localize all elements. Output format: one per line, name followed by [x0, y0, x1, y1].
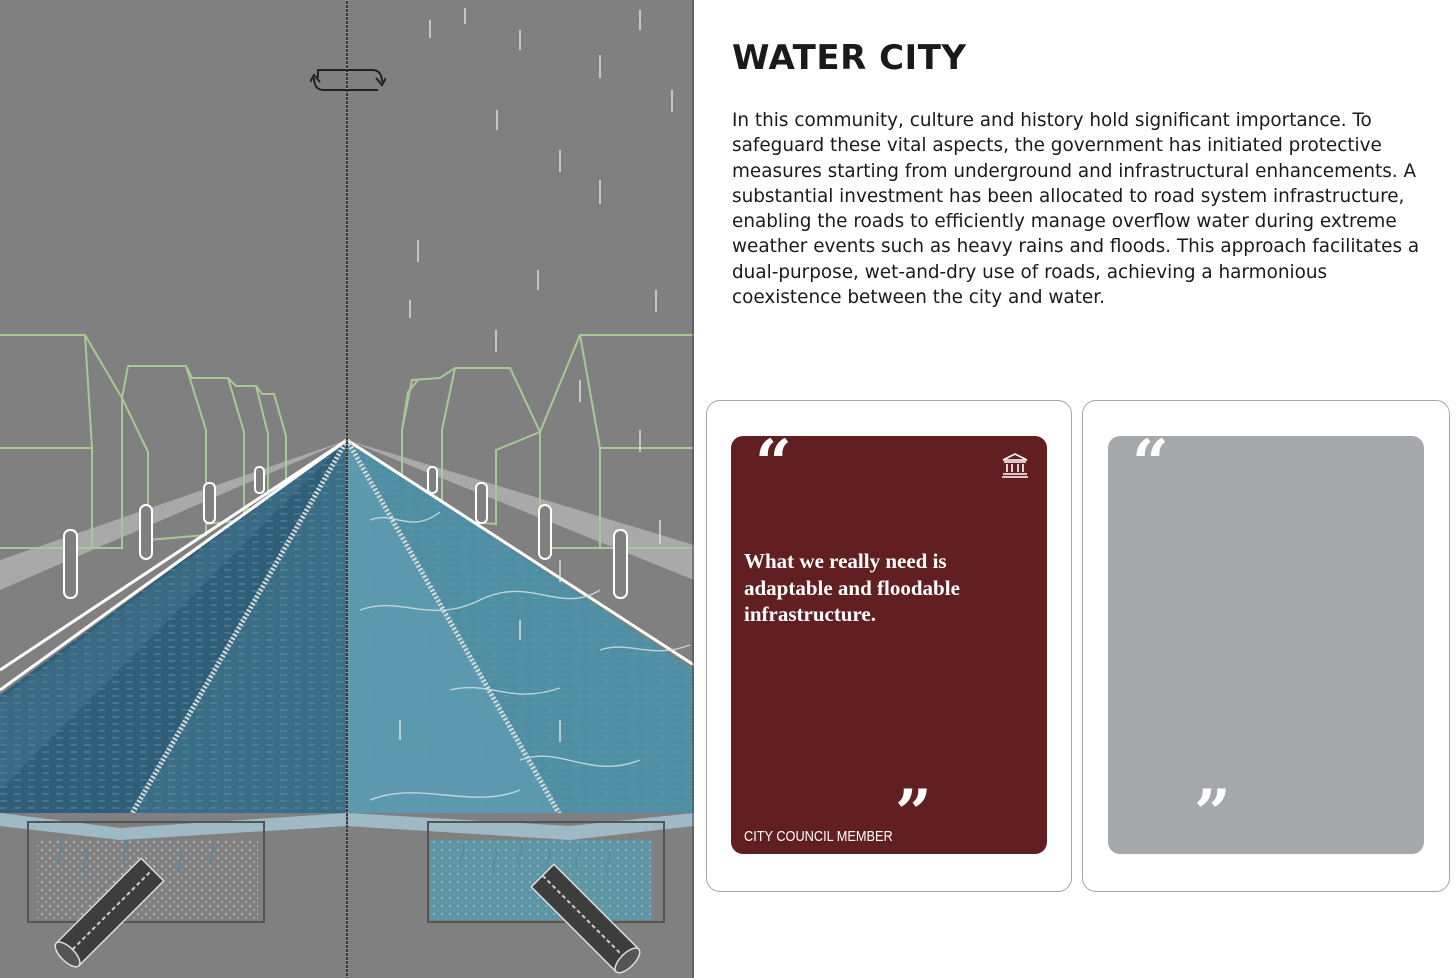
page-title: WATER CITY: [732, 38, 967, 78]
close-quote-icon: ”: [895, 776, 932, 851]
quote-text: What we really need is adaptable and floodable infrastructure.: [744, 549, 960, 626]
quote-card-empty[interactable]: [1108, 426, 1424, 854]
open-quote-icon: “: [1132, 426, 1169, 501]
road-illustration: [0, 0, 694, 978]
description-text: In this community, culture and history hold significant importance. To safeguard these vital aspects, the government has initiated protective measures starting from underground and infrastructural enhancements. A substantial investment has been allocated to road system infrastructure, enabling the roads to efficiently manage overflow water during extreme weather events such as heavy rains and floods. This approach facilitates a dual-purpose, wet-and-dry use of roads, achieving a harmonious coexistence between the city and water.: [732, 110, 1420, 309]
open-quote-icon: “: [755, 426, 792, 501]
quote-attribution: CITY COUNCIL MEMBER: [744, 828, 893, 845]
quote-card-council-member[interactable]: [731, 426, 1047, 854]
government-building-icon: [1001, 452, 1029, 482]
close-quote-icon: ”: [1194, 776, 1231, 851]
swap-arrows-icon[interactable]: [310, 58, 386, 102]
